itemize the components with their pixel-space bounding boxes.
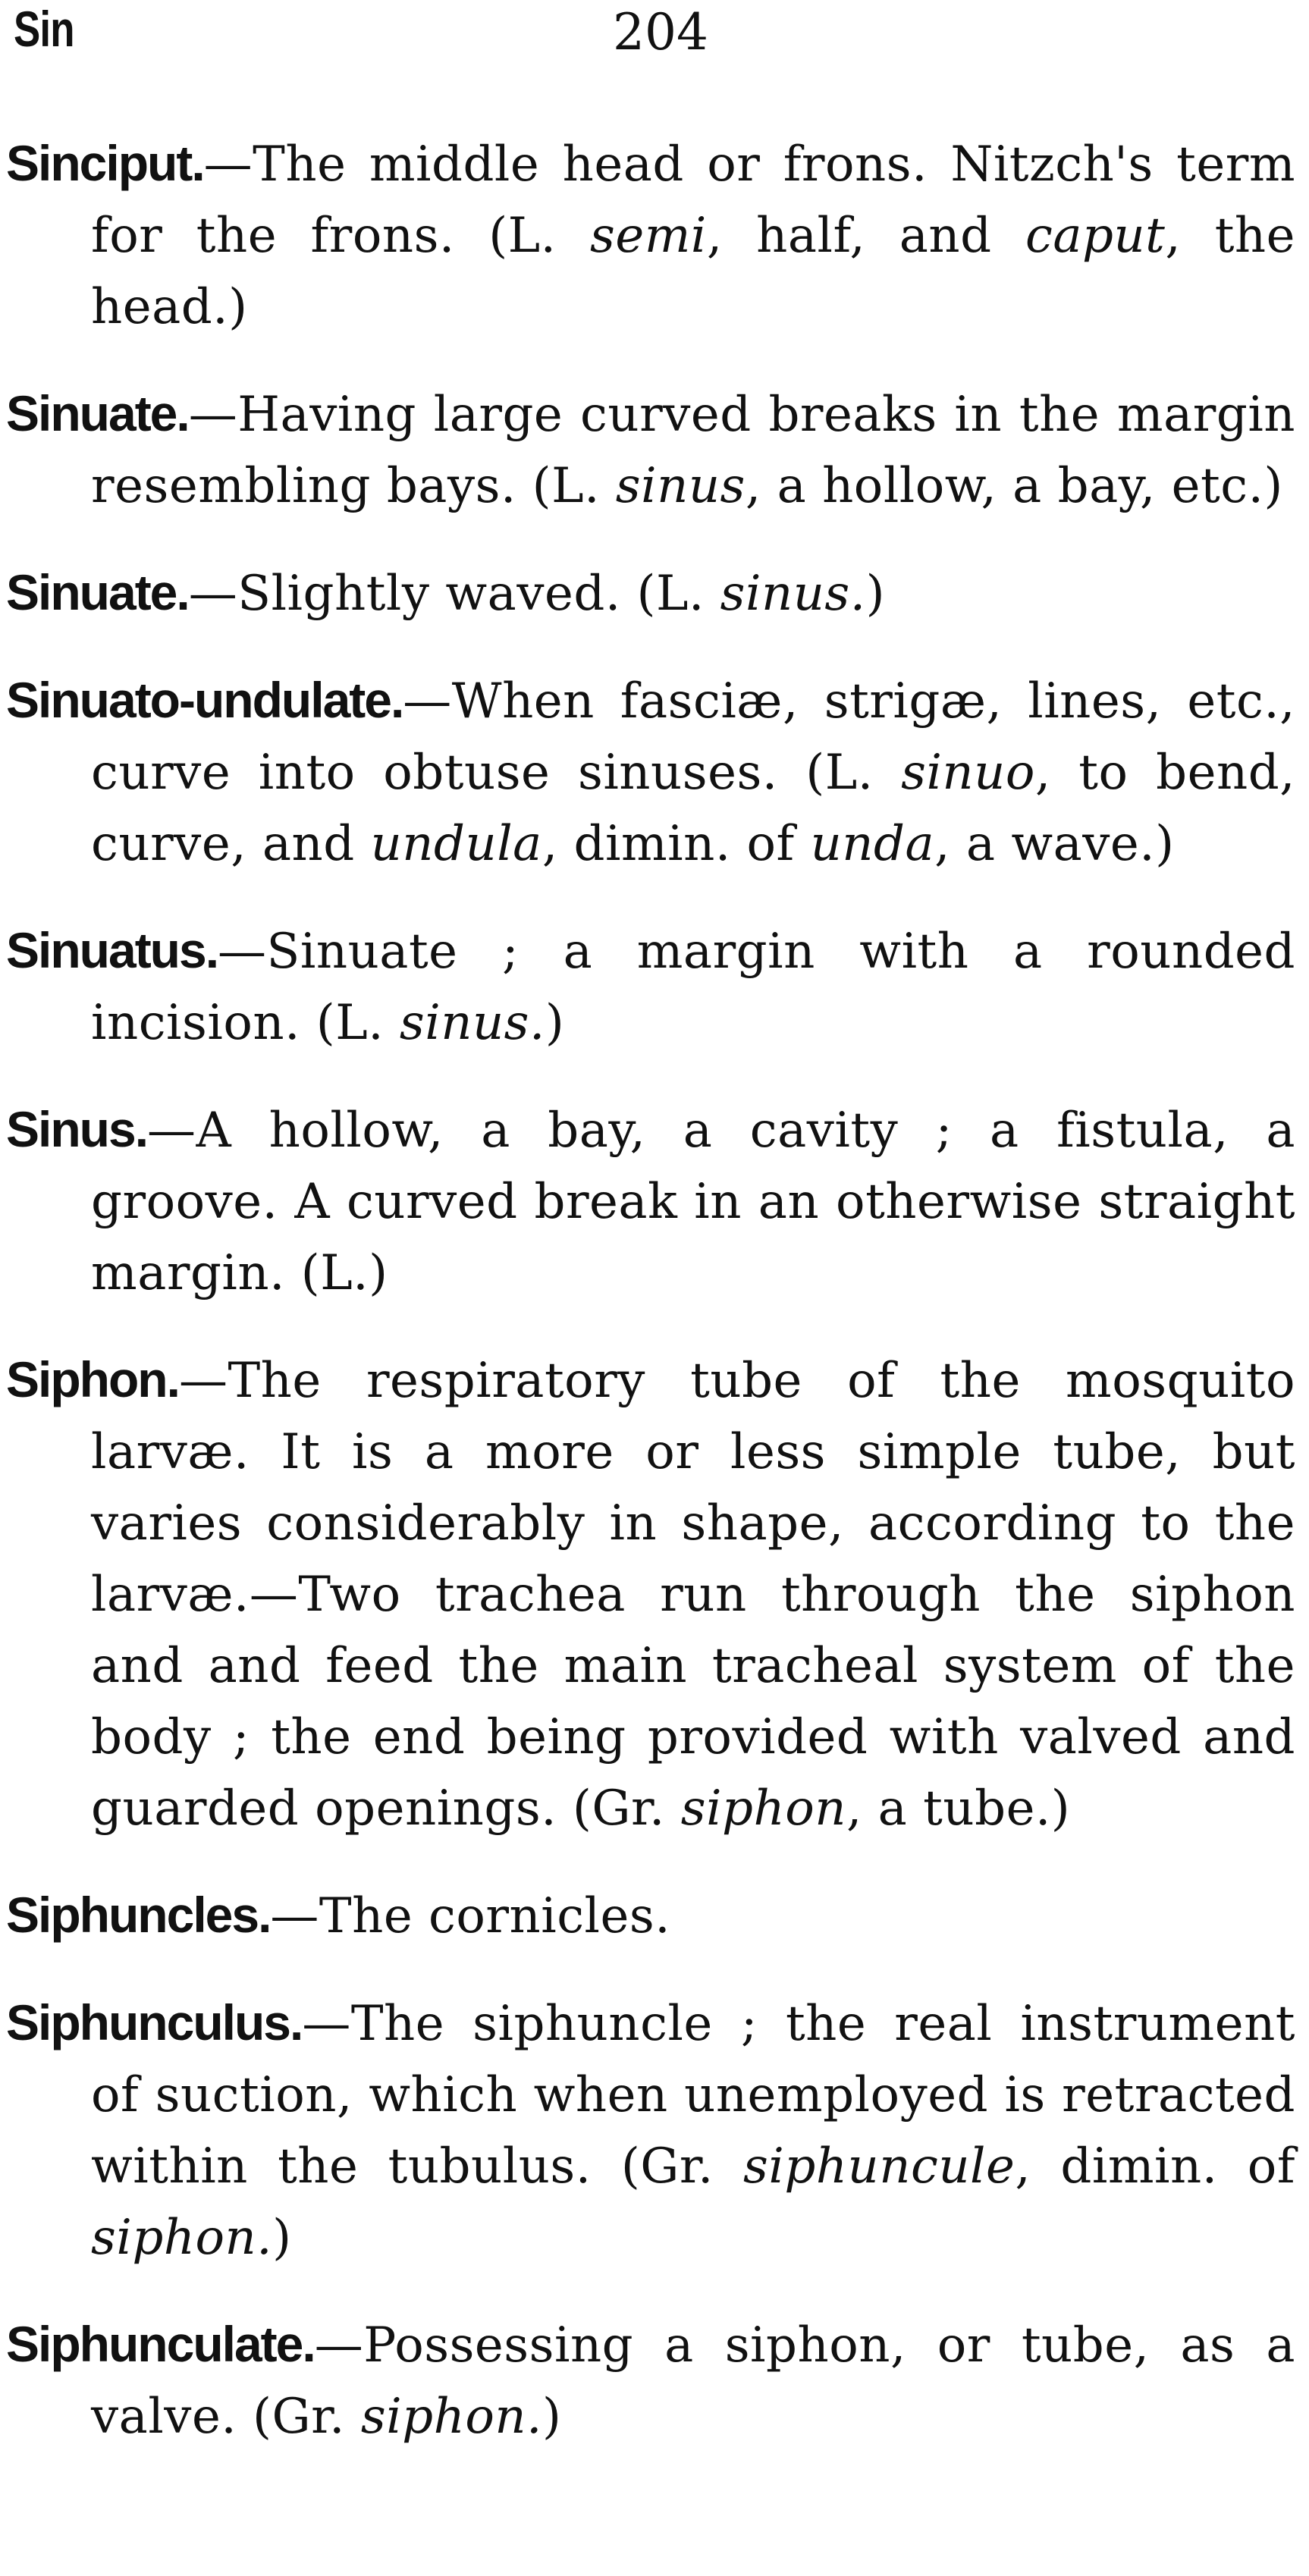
entry-definition-text: —Sinuate ; a margin with a rounded incision. (L. [91,924,1295,1051]
glossary-entry [6,1879,1295,1952]
entry-definition-text: , a hollow, a bay, etc.) [745,458,1283,514]
entry-definition-text: —A hollow, a bay, a cavity ; a fistula, a groove. A curved break in an otherwise straight margin. (L.) [91,1103,1295,1301]
entry-definition-text: , a wave.) [934,816,1175,872]
entry-etymon: sinus [615,458,746,514]
entry-term: Siphon. [6,1351,179,1407]
entry-definition-text: —Slightly waved. (L. [188,566,720,622]
entry-term: Sinciput. [6,135,204,191]
running-head-word: Sin [14,1,74,57]
entry-definition-text: ) [272,2210,292,2266]
entry-term: Sinuato-undulate. [6,672,403,728]
entry-etymon: sinus. [399,995,545,1051]
entry-definition-text: , to bend, curve, and [91,745,1296,872]
entry-etymon: sinuo [901,745,1035,801]
glossary-entry [6,378,1295,522]
entry-etymon: caput [1025,208,1166,264]
glossary-entry [6,557,1295,629]
glossary-entry [6,2308,1295,2452]
glossary-entry [6,1093,1295,1309]
entry-definition-text: —When fasciæ, strigæ, lines, etc., curve into obtuse sinuses. (L. [91,673,1295,801]
entry-etymon: siphon. [91,2210,273,2266]
entry-etymon: siphon [680,1781,846,1837]
glossary-entry [6,1987,1295,2273]
entry-term: Siphuncles. [6,1887,271,1943]
glossary-entry [6,664,1295,880]
entry-definition-text: , a tube.) [846,1781,1071,1837]
entry-etymon: sinus. [720,566,866,622]
entry-etymon: unda [810,816,935,872]
entry-definition-text: —Possessing a siphon, or tube, as a valve. (Gr. [91,2317,1295,2445]
entry-etymon: undula [370,816,542,872]
entry-definition-text: —Having large curved breaks in the margin resembling bays. (L. [91,387,1295,514]
entry-definition-text: , dimin. of [1015,2138,1296,2195]
entry-definition-text: ) [541,2389,562,2445]
entry-definition-text: —The cornicles. [270,1888,671,1944]
entry-definition-text: —The respiratory tube of the mosquito larvæ. It is a more or less simple tube, but varies considerably in shape, according to the larvæ.—Two trachea run through the siphon and and feed the main tracheal system of the body ; the end being provided with valved and guarded openings. (Gr. [91,1353,1295,1837]
entry-term: Siphunculus. [6,1994,303,2050]
page-number: 204 [613,3,708,61]
entry-definition-text: , half, and [706,208,1025,264]
glossary-entry [6,915,1295,1059]
entry-term: Siphunculate. [6,2316,315,2372]
entry-definition-text: , dimin. of [541,816,811,872]
entry-etymon: siphuncule [743,2138,1015,2195]
entry-definition-text: ) [865,566,886,622]
entry-term: Sinuatus. [6,922,218,978]
entry-definition-text: —The middle head or frons. Nitzch's term for the frons. (L. [91,136,1295,264]
entry-etymon: siphon. [360,2389,542,2445]
glossary-entry [6,127,1295,343]
glossary-entries [6,127,1295,2487]
entry-term: Sinuate. [6,564,189,620]
entry-term: Sinuate. [6,385,189,441]
entry-definition-text: , the head.) [91,208,1295,335]
entry-definition-text: —The siphuncle ; the real instrument of suction, which when unemployed is retracted within the tubulus. (Gr. [91,1996,1295,2195]
glossary-entry [6,1344,1295,1844]
running-head [6,0,1298,91]
entry-etymon: semi [589,208,707,264]
entry-term: Sinus. [6,1101,148,1157]
entry-definition-text: ) [545,995,565,1051]
